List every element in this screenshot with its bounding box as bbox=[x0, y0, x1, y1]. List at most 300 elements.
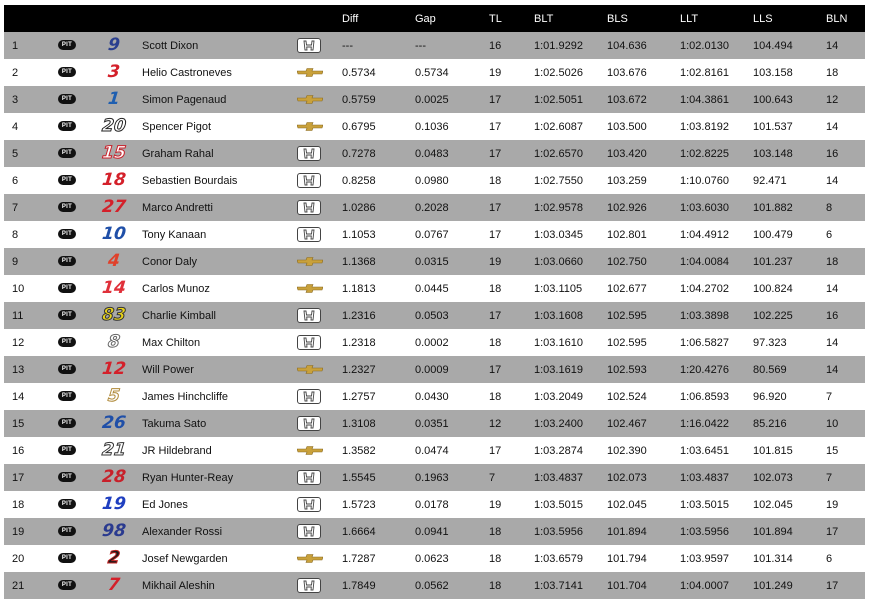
honda-engine-icon bbox=[297, 308, 321, 323]
total-laps-cell: 18 bbox=[489, 553, 502, 565]
best-lap-time-cell: 1:03.0345 bbox=[534, 229, 583, 241]
diff-cell: 1.1813 bbox=[342, 283, 376, 295]
last-lap-speed-cell: 103.148 bbox=[753, 148, 793, 160]
last-lap-speed-cell: 101.314 bbox=[753, 553, 793, 565]
best-lap-time-cell: 1:02.7550 bbox=[534, 175, 583, 187]
diff-cell: 1.5545 bbox=[342, 472, 376, 484]
best-lap-number-cell: 17 bbox=[826, 526, 839, 538]
best-lap-time-cell: 1:03.7141 bbox=[534, 580, 583, 592]
last-lap-speed-cell: 102.073 bbox=[753, 472, 793, 484]
table-row[interactable] bbox=[4, 356, 865, 383]
header-best-lap-time[interactable]: BLT bbox=[534, 13, 554, 25]
table-row[interactable] bbox=[4, 194, 865, 221]
total-laps-cell: 17 bbox=[489, 202, 502, 214]
best-lap-time-cell: 1:03.2874 bbox=[534, 445, 583, 457]
total-laps-cell: 19 bbox=[489, 256, 502, 268]
honda-engine-icon bbox=[297, 389, 321, 404]
table-row[interactable] bbox=[4, 410, 865, 437]
diff-cell: 0.6795 bbox=[342, 121, 376, 133]
gap-cell: 0.1963 bbox=[415, 472, 449, 484]
car-number: 3 bbox=[107, 62, 121, 82]
gap-cell: 0.0445 bbox=[415, 283, 449, 295]
diff-cell: 0.5759 bbox=[342, 94, 376, 106]
honda-engine-icon bbox=[297, 200, 321, 215]
position: 16 bbox=[12, 445, 25, 457]
car-number: 4 bbox=[107, 251, 121, 271]
last-lap-time-cell: 1:03.5015 bbox=[680, 499, 729, 511]
gap-cell: 0.0941 bbox=[415, 526, 449, 538]
best-lap-time-cell: 1:02.6570 bbox=[534, 148, 583, 160]
driver-name[interactable]: Tony Kanaan bbox=[142, 229, 207, 241]
last-lap-time-cell: 1:03.3898 bbox=[680, 310, 729, 322]
driver-name[interactable]: Ed Jones bbox=[142, 499, 188, 511]
table-row[interactable] bbox=[4, 86, 865, 113]
position: 13 bbox=[12, 364, 25, 376]
best-lap-number-cell: 7 bbox=[826, 391, 833, 403]
header-best-lap-number[interactable]: BLN bbox=[826, 13, 848, 25]
driver-name[interactable]: Alexander Rossi bbox=[142, 526, 223, 538]
honda-engine-icon bbox=[297, 578, 321, 593]
driver-name[interactable]: Marco Andretti bbox=[142, 202, 213, 214]
best-lap-time-cell: 1:03.1619 bbox=[534, 364, 583, 376]
diff-cell: 1.2316 bbox=[342, 310, 376, 322]
position: 3 bbox=[12, 94, 19, 106]
diff-cell: 0.5734 bbox=[342, 67, 376, 79]
table-row[interactable] bbox=[4, 437, 865, 464]
best-lap-number-cell: 12 bbox=[826, 94, 839, 106]
car-number: 9 bbox=[107, 35, 121, 55]
gap-cell: 0.5734 bbox=[415, 67, 449, 79]
last-lap-time-cell: 1:06.5827 bbox=[680, 337, 729, 349]
best-lap-speed-cell: 101.704 bbox=[607, 580, 647, 592]
driver-name[interactable]: Graham Rahal bbox=[142, 148, 214, 160]
pit-badge-icon: PIT bbox=[58, 445, 76, 455]
gap-cell: 0.0315 bbox=[415, 256, 449, 268]
total-laps-cell: 17 bbox=[489, 121, 502, 133]
chevrolet-engine-icon bbox=[297, 551, 321, 566]
driver-name[interactable]: Mikhail Aleshin bbox=[142, 580, 215, 592]
diff-cell: 1.7849 bbox=[342, 580, 376, 592]
honda-engine-icon bbox=[297, 416, 321, 431]
pit-badge-icon: PIT bbox=[58, 283, 76, 293]
pit-badge-icon: PIT bbox=[58, 310, 76, 320]
last-lap-speed-cell: 80.569 bbox=[753, 364, 787, 376]
diff-cell: 1.3108 bbox=[342, 418, 376, 430]
car-number: 2 bbox=[107, 548, 121, 568]
position: 15 bbox=[12, 418, 25, 430]
last-lap-time-cell: 1:04.0084 bbox=[680, 256, 729, 268]
driver-name[interactable]: Max Chilton bbox=[142, 337, 201, 349]
last-lap-speed-cell: 85.216 bbox=[753, 418, 787, 430]
driver-name[interactable]: Ryan Hunter-Reay bbox=[142, 472, 234, 484]
total-laps-cell: 17 bbox=[489, 445, 502, 457]
position: 8 bbox=[12, 229, 19, 241]
honda-engine-icon bbox=[297, 38, 321, 53]
position: 12 bbox=[12, 337, 25, 349]
gap-cell: 0.0623 bbox=[415, 553, 449, 565]
last-lap-time-cell: 1:03.6030 bbox=[680, 202, 729, 214]
pit-badge-icon: PIT bbox=[58, 202, 76, 212]
pit-badge-icon: PIT bbox=[58, 472, 76, 482]
best-lap-time-cell: 1:03.2400 bbox=[534, 418, 583, 430]
best-lap-number-cell: 10 bbox=[826, 418, 839, 430]
diff-cell: 1.0286 bbox=[342, 202, 376, 214]
gap-cell: --- bbox=[415, 40, 426, 52]
driver-name[interactable]: Spencer Pigot bbox=[142, 121, 212, 133]
best-lap-number-cell: 14 bbox=[826, 364, 839, 376]
pit-badge-icon: PIT bbox=[58, 391, 76, 401]
pit-badge-icon: PIT bbox=[58, 256, 76, 266]
driver-name[interactable]: Charlie Kimball bbox=[142, 310, 216, 322]
driver-name[interactable]: Conor Daly bbox=[142, 256, 198, 268]
best-lap-number-cell: 14 bbox=[826, 337, 839, 349]
car-number: 98 bbox=[101, 521, 127, 541]
best-lap-speed-cell: 102.801 bbox=[607, 229, 647, 241]
table-row[interactable] bbox=[4, 167, 865, 194]
driver-name[interactable]: Simon Pagenaud bbox=[142, 94, 227, 106]
position: 11 bbox=[12, 310, 24, 322]
last-lap-speed-cell: 104.494 bbox=[753, 40, 793, 52]
best-lap-number-cell: 8 bbox=[826, 202, 833, 214]
gap-cell: 0.0025 bbox=[415, 94, 449, 106]
best-lap-speed-cell: 101.794 bbox=[607, 553, 647, 565]
best-lap-speed-cell: 102.677 bbox=[607, 283, 647, 295]
table-row[interactable] bbox=[4, 464, 865, 491]
best-lap-time-cell: 1:03.4837 bbox=[534, 472, 583, 484]
last-lap-time-cell: 1:03.4837 bbox=[680, 472, 729, 484]
last-lap-time-cell: 1:03.8192 bbox=[680, 121, 729, 133]
gap-cell: 0.0767 bbox=[415, 229, 449, 241]
best-lap-number-cell: 18 bbox=[826, 67, 839, 79]
table-row[interactable] bbox=[4, 302, 865, 329]
best-lap-speed-cell: 102.073 bbox=[607, 472, 647, 484]
gap-cell: 0.0351 bbox=[415, 418, 449, 430]
gap-cell: 0.2028 bbox=[415, 202, 449, 214]
diff-cell: 1.1053 bbox=[342, 229, 376, 241]
last-lap-speed-cell: 101.537 bbox=[753, 121, 793, 133]
total-laps-cell: 7 bbox=[489, 472, 496, 484]
car-number: 20 bbox=[101, 116, 127, 136]
chevrolet-engine-icon bbox=[297, 362, 321, 377]
position: 20 bbox=[12, 553, 25, 565]
best-lap-time-cell: 1:02.9578 bbox=[534, 202, 583, 214]
best-lap-time-cell: 1:03.1608 bbox=[534, 310, 583, 322]
driver-name[interactable]: Scott Dixon bbox=[142, 40, 199, 52]
position: 10 bbox=[12, 283, 25, 295]
table-body bbox=[4, 32, 865, 599]
diff-cell: --- bbox=[342, 40, 353, 52]
table-row[interactable] bbox=[4, 275, 865, 302]
car-number: 27 bbox=[101, 197, 127, 217]
table-row[interactable] bbox=[4, 113, 865, 140]
header-gap[interactable]: Gap bbox=[415, 13, 436, 25]
best-lap-speed-cell: 101.894 bbox=[607, 526, 647, 538]
pit-badge-icon: PIT bbox=[58, 580, 76, 590]
header-best-lap-speed[interactable]: BLS bbox=[607, 13, 628, 25]
diff-cell: 0.7278 bbox=[342, 148, 376, 160]
best-lap-time-cell: 1:03.2049 bbox=[534, 391, 583, 403]
best-lap-speed-cell: 104.636 bbox=[607, 40, 647, 52]
car-number: 26 bbox=[101, 413, 127, 433]
position: 21 bbox=[12, 580, 25, 592]
best-lap-number-cell: 17 bbox=[826, 580, 839, 592]
car-number: 7 bbox=[107, 575, 121, 595]
total-laps-cell: 18 bbox=[489, 526, 502, 538]
gap-cell: 0.1036 bbox=[415, 121, 449, 133]
position: 17 bbox=[12, 472, 25, 484]
table-row[interactable] bbox=[4, 248, 865, 275]
car-number: 10 bbox=[101, 224, 127, 244]
pit-badge-icon: PIT bbox=[58, 418, 76, 428]
best-lap-time-cell: 1:03.0660 bbox=[534, 256, 583, 268]
position: 5 bbox=[12, 148, 19, 160]
driver-name[interactable]: Helio Castroneves bbox=[142, 67, 232, 79]
table-row[interactable] bbox=[4, 383, 865, 410]
position: 18 bbox=[12, 499, 25, 511]
table-row[interactable] bbox=[4, 140, 865, 167]
car-number: 21 bbox=[101, 440, 127, 460]
last-lap-time-cell: 1:04.3861 bbox=[680, 94, 729, 106]
position: 4 bbox=[12, 121, 19, 133]
honda-engine-icon bbox=[297, 173, 321, 188]
pit-badge-icon: PIT bbox=[58, 40, 76, 50]
table-row[interactable] bbox=[4, 545, 865, 572]
best-lap-number-cell: 19 bbox=[826, 499, 839, 511]
position: 1 bbox=[12, 40, 19, 52]
last-lap-speed-cell: 101.237 bbox=[753, 256, 793, 268]
best-lap-number-cell: 16 bbox=[826, 148, 839, 160]
chevrolet-engine-icon bbox=[297, 119, 321, 134]
car-number: 5 bbox=[107, 386, 121, 406]
honda-engine-icon bbox=[297, 470, 321, 485]
driver-name[interactable]: JR Hildebrand bbox=[142, 445, 212, 457]
driver-name[interactable]: Sebastien Bourdais bbox=[142, 175, 238, 187]
table-row[interactable] bbox=[4, 221, 865, 248]
best-lap-speed-cell: 102.750 bbox=[607, 256, 647, 268]
last-lap-time-cell: 1:06.8593 bbox=[680, 391, 729, 403]
last-lap-time-cell: 1:04.4912 bbox=[680, 229, 729, 241]
last-lap-time-cell: 1:20.4276 bbox=[680, 364, 729, 376]
best-lap-number-cell: 6 bbox=[826, 229, 833, 241]
last-lap-time-cell: 1:02.8161 bbox=[680, 67, 729, 79]
honda-engine-icon bbox=[297, 335, 321, 350]
table-row[interactable] bbox=[4, 32, 865, 59]
total-laps-cell: 12 bbox=[489, 418, 502, 430]
diff-cell: 0.8258 bbox=[342, 175, 376, 187]
car-number: 14 bbox=[101, 278, 127, 298]
last-lap-time-cell: 1:03.6451 bbox=[680, 445, 729, 457]
pit-badge-icon: PIT bbox=[58, 67, 76, 77]
last-lap-time-cell: 1:04.2702 bbox=[680, 283, 729, 295]
car-number: 1 bbox=[107, 89, 121, 109]
best-lap-speed-cell: 102.524 bbox=[607, 391, 647, 403]
pit-badge-icon: PIT bbox=[58, 148, 76, 158]
diff-cell: 1.1368 bbox=[342, 256, 376, 268]
total-laps-cell: 17 bbox=[489, 364, 502, 376]
pit-badge-icon: PIT bbox=[58, 364, 76, 374]
best-lap-number-cell: 18 bbox=[826, 256, 839, 268]
car-number: 15 bbox=[101, 143, 127, 163]
car-number: 19 bbox=[101, 494, 127, 514]
car-number: 28 bbox=[101, 467, 127, 487]
diff-cell: 1.6664 bbox=[342, 526, 376, 538]
total-laps-cell: 16 bbox=[489, 40, 502, 52]
total-laps-cell: 17 bbox=[489, 229, 502, 241]
diff-cell: 1.2327 bbox=[342, 364, 376, 376]
best-lap-time-cell: 1:02.5026 bbox=[534, 67, 583, 79]
best-lap-speed-cell: 102.467 bbox=[607, 418, 647, 430]
position: 7 bbox=[12, 202, 19, 214]
best-lap-number-cell: 14 bbox=[826, 121, 839, 133]
table-header bbox=[4, 5, 865, 32]
total-laps-cell: 19 bbox=[489, 499, 502, 511]
gap-cell: 0.0009 bbox=[415, 364, 449, 376]
total-laps-cell: 18 bbox=[489, 175, 502, 187]
best-lap-time-cell: 1:03.1105 bbox=[534, 283, 583, 295]
chevrolet-engine-icon bbox=[297, 92, 321, 107]
table-row[interactable] bbox=[4, 329, 865, 356]
table-row[interactable] bbox=[4, 59, 865, 86]
diff-cell: 1.3582 bbox=[342, 445, 376, 457]
header-total-laps[interactable]: TL bbox=[489, 13, 502, 25]
gap-cell: 0.0483 bbox=[415, 148, 449, 160]
gap-cell: 0.0002 bbox=[415, 337, 449, 349]
gap-cell: 0.0474 bbox=[415, 445, 449, 457]
last-lap-speed-cell: 102.045 bbox=[753, 499, 793, 511]
best-lap-speed-cell: 102.595 bbox=[607, 310, 647, 322]
last-lap-speed-cell: 102.225 bbox=[753, 310, 793, 322]
header-last-lap-time[interactable]: LLT bbox=[680, 13, 699, 25]
last-lap-time-cell: 1:02.0130 bbox=[680, 40, 729, 52]
honda-engine-icon bbox=[297, 227, 321, 242]
best-lap-speed-cell: 103.500 bbox=[607, 121, 647, 133]
best-lap-time-cell: 1:03.5015 bbox=[534, 499, 583, 511]
last-lap-time-cell: 1:10.0760 bbox=[680, 175, 729, 187]
last-lap-speed-cell: 101.249 bbox=[753, 580, 793, 592]
total-laps-cell: 18 bbox=[489, 283, 502, 295]
pit-badge-icon: PIT bbox=[58, 499, 76, 509]
diff-cell: 1.2318 bbox=[342, 337, 376, 349]
best-lap-speed-cell: 102.926 bbox=[607, 202, 647, 214]
best-lap-time-cell: 1:03.1610 bbox=[534, 337, 583, 349]
best-lap-speed-cell: 102.593 bbox=[607, 364, 647, 376]
driver-name[interactable]: James Hinchcliffe bbox=[142, 391, 228, 403]
best-lap-speed-cell: 103.420 bbox=[607, 148, 647, 160]
last-lap-speed-cell: 101.894 bbox=[753, 526, 793, 538]
chevrolet-engine-icon bbox=[297, 65, 321, 80]
best-lap-time-cell: 1:03.6579 bbox=[534, 553, 583, 565]
last-lap-time-cell: 1:03.9597 bbox=[680, 553, 729, 565]
best-lap-time-cell: 1:02.5051 bbox=[534, 94, 583, 106]
driver-name[interactable]: Josef Newgarden bbox=[142, 553, 228, 565]
honda-engine-icon bbox=[297, 146, 321, 161]
diff-cell: 1.7287 bbox=[342, 553, 376, 565]
honda-engine-icon bbox=[297, 524, 321, 539]
best-lap-number-cell: 14 bbox=[826, 40, 839, 52]
total-laps-cell: 17 bbox=[489, 310, 502, 322]
best-lap-speed-cell: 102.045 bbox=[607, 499, 647, 511]
last-lap-time-cell: 1:03.5956 bbox=[680, 526, 729, 538]
best-lap-time-cell: 1:01.9292 bbox=[534, 40, 583, 52]
last-lap-speed-cell: 97.323 bbox=[753, 337, 787, 349]
honda-engine-icon bbox=[297, 497, 321, 512]
last-lap-time-cell: 1:02.8225 bbox=[680, 148, 729, 160]
gap-cell: 0.0503 bbox=[415, 310, 449, 322]
pit-badge-icon: PIT bbox=[58, 229, 76, 239]
best-lap-speed-cell: 103.259 bbox=[607, 175, 647, 187]
position: 2 bbox=[12, 67, 19, 79]
total-laps-cell: 17 bbox=[489, 148, 502, 160]
last-lap-speed-cell: 100.479 bbox=[753, 229, 793, 241]
gap-cell: 0.0562 bbox=[415, 580, 449, 592]
driver-name[interactable]: Takuma Sato bbox=[142, 418, 207, 430]
position: 9 bbox=[12, 256, 19, 268]
table-row[interactable] bbox=[4, 518, 865, 545]
header-last-lap-speed[interactable]: LLS bbox=[753, 13, 773, 25]
gap-cell: 0.0430 bbox=[415, 391, 449, 403]
pit-badge-icon: PIT bbox=[58, 94, 76, 104]
car-number: 18 bbox=[101, 170, 127, 190]
best-lap-time-cell: 1:02.6087 bbox=[534, 121, 583, 133]
timing-board bbox=[4, 5, 865, 599]
best-lap-number-cell: 7 bbox=[826, 472, 833, 484]
best-lap-speed-cell: 102.595 bbox=[607, 337, 647, 349]
diff-cell: 1.2757 bbox=[342, 391, 376, 403]
position: 6 bbox=[12, 175, 19, 187]
pit-badge-icon: PIT bbox=[58, 337, 76, 347]
driver-name[interactable]: Will Power bbox=[142, 364, 194, 376]
car-number: 12 bbox=[101, 359, 127, 379]
gap-cell: 0.0178 bbox=[415, 499, 449, 511]
pit-badge-icon: PIT bbox=[58, 175, 76, 185]
diff-cell: 1.5723 bbox=[342, 499, 376, 511]
best-lap-number-cell: 6 bbox=[826, 553, 833, 565]
last-lap-speed-cell: 103.158 bbox=[753, 67, 793, 79]
last-lap-time-cell: 1:16.0422 bbox=[680, 418, 729, 430]
pit-badge-icon: PIT bbox=[58, 553, 76, 563]
car-number: 8 bbox=[107, 332, 121, 352]
table-row[interactable] bbox=[4, 572, 865, 599]
last-lap-speed-cell: 101.815 bbox=[753, 445, 793, 457]
table-row[interactable] bbox=[4, 491, 865, 518]
driver-name[interactable]: Carlos Munoz bbox=[142, 283, 210, 295]
total-laps-cell: 18 bbox=[489, 580, 502, 592]
best-lap-number-cell: 14 bbox=[826, 175, 839, 187]
best-lap-number-cell: 15 bbox=[826, 445, 839, 457]
last-lap-speed-cell: 100.824 bbox=[753, 283, 793, 295]
car-number: 83 bbox=[101, 305, 127, 325]
total-laps-cell: 19 bbox=[489, 67, 502, 79]
position: 14 bbox=[12, 391, 25, 403]
gap-cell: 0.0980 bbox=[415, 175, 449, 187]
best-lap-number-cell: 14 bbox=[826, 283, 839, 295]
last-lap-time-cell: 1:04.0007 bbox=[680, 580, 729, 592]
position: 19 bbox=[12, 526, 25, 538]
total-laps-cell: 17 bbox=[489, 94, 502, 106]
total-laps-cell: 18 bbox=[489, 337, 502, 349]
best-lap-number-cell: 16 bbox=[826, 310, 839, 322]
last-lap-speed-cell: 100.643 bbox=[753, 94, 793, 106]
pit-badge-icon: PIT bbox=[58, 526, 76, 536]
header-diff[interactable]: Diff bbox=[342, 13, 359, 25]
best-lap-time-cell: 1:03.5956 bbox=[534, 526, 583, 538]
last-lap-speed-cell: 92.471 bbox=[753, 175, 787, 187]
chevrolet-engine-icon bbox=[297, 443, 321, 458]
chevrolet-engine-icon bbox=[297, 254, 321, 269]
best-lap-speed-cell: 102.390 bbox=[607, 445, 647, 457]
last-lap-speed-cell: 101.882 bbox=[753, 202, 793, 214]
pit-badge-icon: PIT bbox=[58, 121, 76, 131]
